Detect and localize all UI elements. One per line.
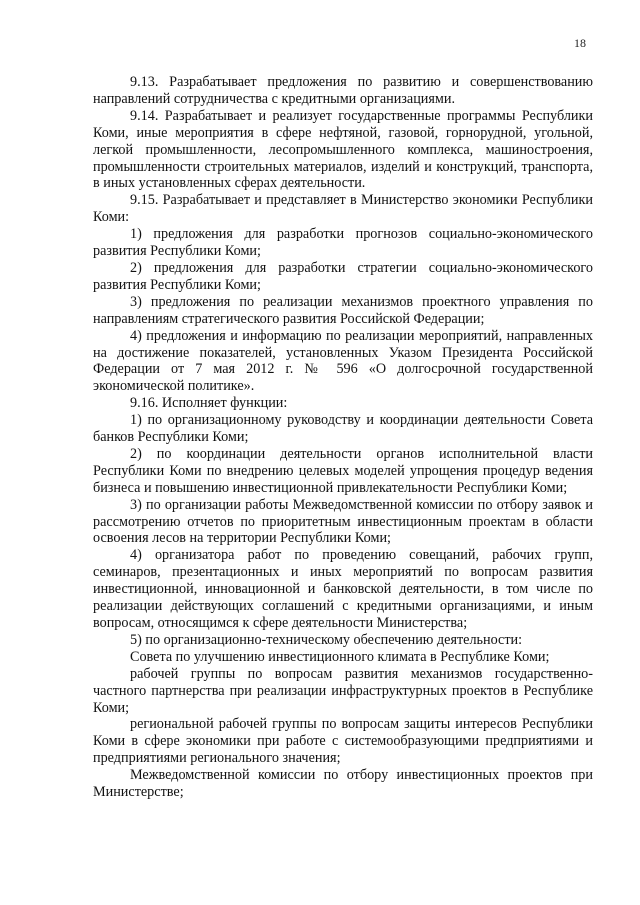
paragraph-9-15: 9.15. Разрабатывает и представляет в Министерство экономики Республики Коми: xyxy=(93,192,593,226)
paragraph-9-15-item-2: 2) предложения для разработки стратегии социально-экономического развития Республики Коми; xyxy=(93,259,593,293)
document-body xyxy=(93,74,593,801)
paragraph-council-item: Совета по улучшению инвестиционного климата в Республике Коми; xyxy=(130,648,550,665)
paragraph-9-16: 9.16. Исполняет функции: xyxy=(130,395,288,412)
paragraph-9-15-item-1: 1) предложения для разработки прогнозов социально-экономического развития Республики Коми; xyxy=(93,226,593,260)
paragraph-9-15-item-4: 4) предложения и информацию по реализации мероприятий, направленных на достижение показателей, установленных Указом Президента Российской Федерации от 7 мая 2012 г. № 596 «О долгосрочной государственной экономической политике». xyxy=(93,327,593,395)
paragraph-9-16-item-5: 5) по организационно-техническому обеспечению деятельности: xyxy=(130,631,523,648)
paragraph-working-group-item: рабочей группы по вопросам развития механизмов государственно-частного партнерства при реализации инфраструктурных проектов в Республике Коми; xyxy=(93,665,593,716)
paragraph-9-13: 9.13. Разрабатывает предложения по развитию и совершенствованию направлений сотрудничества с кредитными организациями. xyxy=(93,74,593,107)
paragraph-9-15-item-3: 3) предложения по реализации механизмов проектного управления по направлениям стратегического развития Российской Федерации; xyxy=(93,293,593,327)
paragraph-regional-group-item: региональной рабочей группы по вопросам защиты интересов Республики Коми в сфере экономики при работе с системообразующими предприятиями и предприятиями регионального значения; xyxy=(93,716,593,767)
paragraph-9-16-item-2: 2) по координации деятельности органов исполнительной власти Республики Коми по внедрению целевых моделей упрощения процедур ведения бизнеса и повышению инвестиционной привлекательности Республики Коми; xyxy=(93,445,593,496)
paragraph-9-16-item-4: 4) организатора работ по проведению совещаний, рабочих групп, семинаров, презентационных и иных мероприятий по вопросам развития инвестиционной, инновационной и банковской деятельности, в том числе по реализации действующих соглашений с кредитными организациями, и иным вопросам, относящимся к сфере деятельности Министерства; xyxy=(93,547,593,631)
page-number: 18 xyxy=(574,36,586,50)
paragraph-9-16-item-1: 1) по организационному руководству и координации деятельности Совета банков Республики Коми; xyxy=(93,412,593,446)
paragraph-commission-item: Межведомственной комиссии по отбору инвестиционных проектов при Министерстве; xyxy=(93,767,593,801)
paragraph-9-14: 9.14. Разрабатывает и реализует государственные программы Республики Коми, иные мероприятия в сфере нефтяной, газовой, горнорудной, угольной, легкой промышленности, лесопромышленного комплекса, машиностроения, промышленности строительных материалов, изделий и конструкций, транспорта, в иных установленных сферах деятельности. xyxy=(93,107,593,192)
paragraph-9-16-item-3: 3) по организации работы Межведомственной комиссии по отбору заявок и рассмотрению отчетов по приоритетным инвестиционным проектам в области освоения лесов на территории Республики Коми; xyxy=(93,496,593,547)
